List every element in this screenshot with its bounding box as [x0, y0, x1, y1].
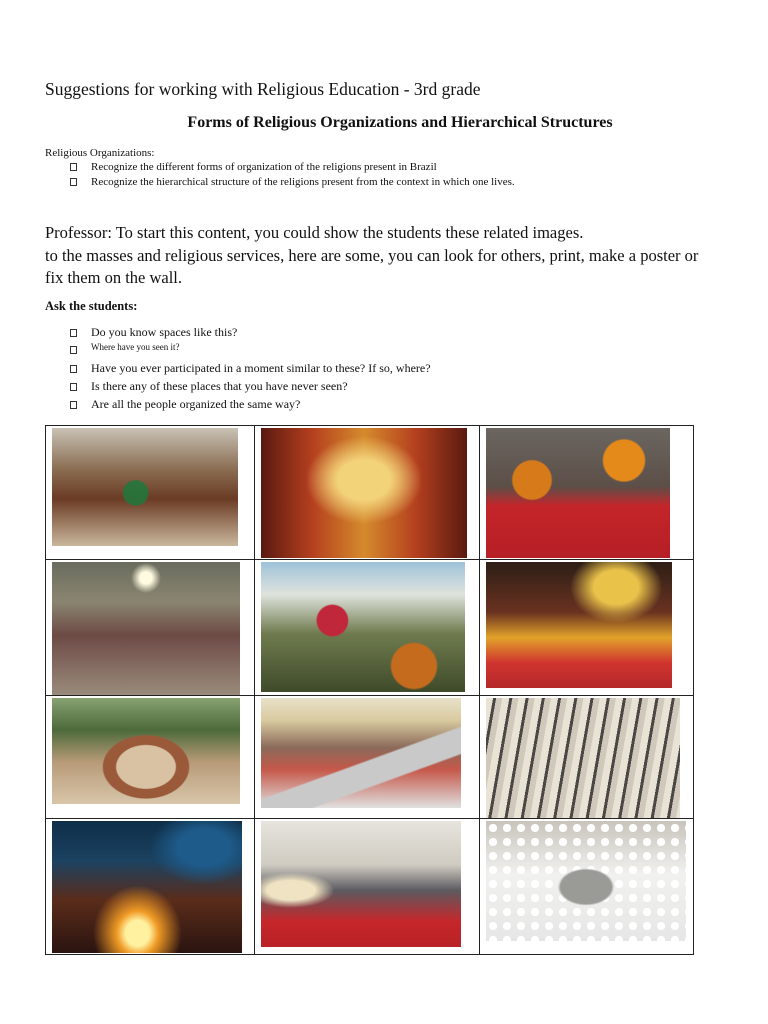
professor-line-1: Professor: To start this content, you could show the students these related images. [45, 223, 584, 242]
photo-large-temple-congregation [261, 698, 461, 808]
document-title: Forms of Religious Organizations and Hierarchical Structures [187, 114, 613, 131]
objective-item: Recognize the different forms of organization of the religions present in Brazil [70, 160, 515, 175]
grid-cell [480, 696, 694, 819]
professor-note [45, 222, 720, 290]
grid-cell [480, 426, 694, 560]
question-item: Is there any of these places that you have never seen? [70, 379, 431, 397]
photo-umbanda-white-circle [486, 821, 686, 941]
question-item: Are all the people organized the same way? [70, 397, 431, 415]
photo-indigenous-fire-ritual [52, 821, 242, 953]
photo-buddhist-monks [486, 428, 670, 558]
photo-muslim-prayer-rows [486, 698, 680, 818]
checkbox-bullet-icon [70, 346, 77, 354]
grid-cell [480, 819, 694, 955]
document-subtitle: Suggestions for working with Religious Education - 3rd grade [45, 79, 481, 99]
objective-item: Recognize the hierarchical structure of the religions present from the context in which one lives. [70, 175, 515, 190]
checkbox-bullet-icon [70, 178, 77, 186]
grid-cell [255, 696, 480, 819]
photo-catholic-mass-altar [261, 428, 467, 558]
questions-list [70, 325, 431, 415]
grid-cell [46, 560, 255, 696]
checkbox-bullet-icon [70, 401, 77, 409]
photo-buddhist-temple-ceremony [486, 562, 672, 688]
question-item: Where have you seen it? [70, 342, 431, 361]
grid-cell [46, 819, 255, 955]
grid-cell [255, 560, 480, 696]
photo-evangelical-church-service [52, 428, 238, 546]
photo-priest-outdoor-mass [261, 821, 461, 947]
image-grid [45, 425, 694, 955]
photo-candomble-drums-ceremony [261, 562, 465, 692]
grid-cell [46, 426, 255, 560]
question-item: Do you know spaces like this? [70, 325, 431, 342]
objectives-label: Religious Organizations: [45, 147, 155, 159]
grid-cell [480, 560, 694, 696]
checkbox-bullet-icon [70, 383, 77, 391]
ask-students-label: Ask the students: [45, 299, 138, 313]
grid-cell [46, 696, 255, 819]
checkbox-bullet-icon [70, 163, 77, 171]
checkbox-bullet-icon [70, 365, 77, 373]
professor-line-2: to the masses and religious services, here are some, you can look for others, print, make a poster or fix them on the wall. [45, 245, 699, 287]
objectives-list [70, 160, 515, 190]
photo-church-congregation-hall [52, 562, 240, 695]
checkbox-bullet-icon [70, 329, 77, 337]
photo-indigenous-circle-dance [52, 698, 240, 804]
grid-cell [255, 426, 480, 560]
grid-cell [255, 819, 480, 955]
question-item: Have you ever participated in a moment similar to these? If so, where? [70, 361, 431, 379]
